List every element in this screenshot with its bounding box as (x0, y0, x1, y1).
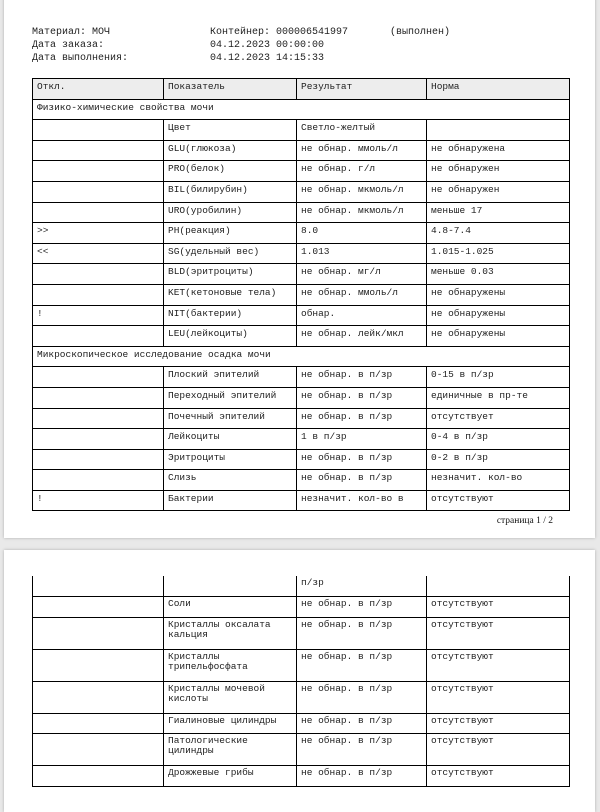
deviation-cell (33, 120, 164, 141)
norm-cell: не обнаружены (427, 284, 570, 305)
results-table-page-1 (32, 78, 570, 511)
norm-cell: 0-4 в п/зр (427, 429, 570, 450)
result-cell: не обнар. мкмоль/л (297, 202, 427, 223)
norm-cell: единичные в пр-те (427, 387, 570, 408)
result-cell: не обнар. г/л (297, 161, 427, 182)
table-row-continuation (33, 576, 570, 597)
result-cell: незначит. кол-во в (297, 490, 427, 511)
report-header (32, 26, 572, 66)
table-row (33, 264, 570, 285)
norm-cell: отсутствуют (427, 713, 570, 734)
done-date-value: 04.12.2023 14:15:33 (210, 53, 325, 64)
result-cell: не обнар. в п/зр (297, 597, 427, 618)
deviation-cell (33, 202, 164, 223)
deviation-cell (33, 181, 164, 202)
done-date-label: Дата выполнения: (32, 53, 129, 64)
parameter-cell: NIT(бактерии) (164, 305, 297, 326)
deviation-cell (33, 161, 164, 182)
parameter-cell: KET(кетоновые тела) (164, 284, 297, 305)
table-row (33, 367, 570, 388)
column-header-deviation: Откл. (33, 79, 164, 100)
norm-cell: не обнаружены (427, 305, 570, 326)
table-row (33, 243, 570, 264)
column-header-norm: Норма (427, 79, 570, 100)
result-cell: п/зр (297, 576, 427, 597)
parameter-cell: Кристаллы оксалата кальция (164, 617, 297, 649)
norm-cell (427, 120, 570, 141)
parameter-cell: SG(удельный вес) (164, 243, 297, 264)
table-row (33, 284, 570, 305)
results-table-page-2 (32, 576, 570, 787)
parameter-cell: Соли (164, 597, 297, 618)
table-header-row (33, 79, 570, 100)
table-row (33, 120, 570, 141)
deviation-cell: ! (33, 305, 164, 326)
norm-cell: отсутствуют (427, 649, 570, 681)
order-date-label: Дата заказа: (32, 40, 105, 51)
deviation-cell (33, 470, 164, 491)
table-row (33, 202, 570, 223)
parameter-cell: Кристаллы мочевой кислоты (164, 681, 297, 713)
table-row (33, 140, 570, 161)
column-header-parameter: Показатель (164, 79, 297, 100)
parameter-cell: Эритроциты (164, 449, 297, 470)
result-cell: обнар. (297, 305, 427, 326)
parameter-cell: Плоский эпителий (164, 367, 297, 388)
result-cell: не обнар. лейк/мкл (297, 326, 427, 347)
parameter-cell: Бактерии (164, 490, 297, 511)
parameter-cell: Кристаллы трипельфосфата (164, 649, 297, 681)
parameter-cell: GLU(глюкоза) (164, 140, 297, 161)
result-cell: не обнар. в п/зр (297, 408, 427, 429)
result-cell: не обнар. в п/зр (297, 734, 427, 766)
result-cell: не обнар. мкмоль/л (297, 181, 427, 202)
section-row-physchem (33, 99, 570, 120)
result-cell: не обнар. ммоль/л (297, 284, 427, 305)
deviation-cell: >> (33, 223, 164, 244)
table-row (33, 387, 570, 408)
parameter-cell: Слизь (164, 470, 297, 491)
result-cell: не обнар. в п/зр (297, 470, 427, 491)
deviation-cell (33, 284, 164, 305)
parameter-cell: Гиалиновые цилиндры (164, 713, 297, 734)
result-cell: не обнар. в п/зр (297, 766, 427, 787)
deviation-cell (33, 367, 164, 388)
table-row (33, 490, 570, 511)
page-number: страница 1 / 2 (496, 516, 553, 526)
parameter-cell: Лейкоциты (164, 429, 297, 450)
deviation-cell (33, 734, 164, 766)
document-page-2 (4, 550, 595, 812)
deviation-cell (33, 713, 164, 734)
parameter-cell: URO(уробилин) (164, 202, 297, 223)
norm-cell: не обнаружена (427, 140, 570, 161)
deviation-cell (33, 429, 164, 450)
parameter-cell: Патологические цилиндры (164, 734, 297, 766)
deviation-cell (33, 140, 164, 161)
result-cell: не обнар. в п/зр (297, 449, 427, 470)
table-row (33, 326, 570, 347)
norm-cell: меньше 0.03 (427, 264, 570, 285)
norm-cell: отсутствуют (427, 766, 570, 787)
order-date-value: 04.12.2023 00:00:00 (210, 40, 325, 51)
result-cell: не обнар. в п/зр (297, 387, 427, 408)
table-row (33, 649, 570, 681)
result-cell: не обнар. в п/зр (297, 617, 427, 649)
document-page-1 (4, 0, 595, 538)
table-row (33, 617, 570, 649)
norm-cell: отсутствуют (427, 681, 570, 713)
result-cell: Светло-желтый (297, 120, 427, 141)
table-row (33, 408, 570, 429)
result-cell: не обнар. мг/л (297, 264, 427, 285)
table-row (33, 713, 570, 734)
deviation-cell (33, 649, 164, 681)
parameter-cell: BLD(эритроциты) (164, 264, 297, 285)
norm-cell: 1.015-1.025 (427, 243, 570, 264)
norm-cell: 4.8-7.4 (427, 223, 570, 244)
norm-cell: не обнаружены (427, 326, 570, 347)
table-row (33, 181, 570, 202)
norm-cell: незначит. кол-во (427, 470, 570, 491)
deviation-cell (33, 326, 164, 347)
norm-cell: отсутствуют (427, 617, 570, 649)
deviation-cell (33, 766, 164, 787)
section-row-micro (33, 346, 570, 367)
deviation-cell: << (33, 243, 164, 264)
table-row (33, 223, 570, 244)
parameter-cell: Почечный эпителий (164, 408, 297, 429)
norm-cell: меньше 17 (427, 202, 570, 223)
deviation-cell (33, 387, 164, 408)
norm-cell: не обнаружен (427, 161, 570, 182)
table-row (33, 429, 570, 450)
result-cell: 8.0 (297, 223, 427, 244)
result-cell: 1.013 (297, 243, 427, 264)
table-row (33, 734, 570, 766)
table-row (33, 766, 570, 787)
norm-cell: отсутствуют (427, 597, 570, 618)
deviation-cell (33, 449, 164, 470)
norm-cell: отсутствуют (427, 734, 570, 766)
deviation-cell (33, 597, 164, 618)
table-row (33, 305, 570, 326)
result-cell: не обнар. в п/зр (297, 649, 427, 681)
parameter-cell: LEU(лейкоциты) (164, 326, 297, 347)
table-row (33, 681, 570, 713)
result-cell: не обнар. ммоль/л (297, 140, 427, 161)
table-row (33, 597, 570, 618)
norm-cell: отсутствует (427, 408, 570, 429)
result-cell: не обнар. в п/зр (297, 681, 427, 713)
parameter-cell: BIL(билирубин) (164, 181, 297, 202)
norm-cell: отсутствуют (427, 490, 570, 511)
parameter-cell: Дрожжевые грибы (164, 766, 297, 787)
deviation-cell (33, 408, 164, 429)
table-row (33, 470, 570, 491)
parameter-cell: PH(реакция) (164, 223, 297, 244)
parameter-cell: PRO(белок) (164, 161, 297, 182)
parameter-cell: Переходный эпителий (164, 387, 297, 408)
result-cell: не обнар. в п/зр (297, 367, 427, 388)
norm-cell: 0-15 в п/зр (427, 367, 570, 388)
result-cell: 1 в п/зр (297, 429, 427, 450)
container-label: Контейнер: 000006541997 (210, 27, 349, 38)
parameter-cell: Цвет (164, 120, 297, 141)
norm-cell: не обнаружен (427, 181, 570, 202)
deviation-cell (33, 681, 164, 713)
deviation-cell: ! (33, 490, 164, 511)
deviation-cell (33, 617, 164, 649)
column-header-result: Результат (297, 79, 427, 100)
table-row (33, 449, 570, 470)
result-cell: не обнар. в п/зр (297, 713, 427, 734)
section-title: Физико-химические свойства мочи (33, 99, 570, 120)
section-title: Микроскопическое исследование осадка мочи (33, 346, 570, 367)
table-row (33, 161, 570, 182)
material-label: Материал: МОЧ (32, 27, 111, 38)
status-label: (выполнен) (390, 27, 451, 38)
deviation-cell (33, 264, 164, 285)
norm-cell: 0-2 в п/зр (427, 449, 570, 470)
